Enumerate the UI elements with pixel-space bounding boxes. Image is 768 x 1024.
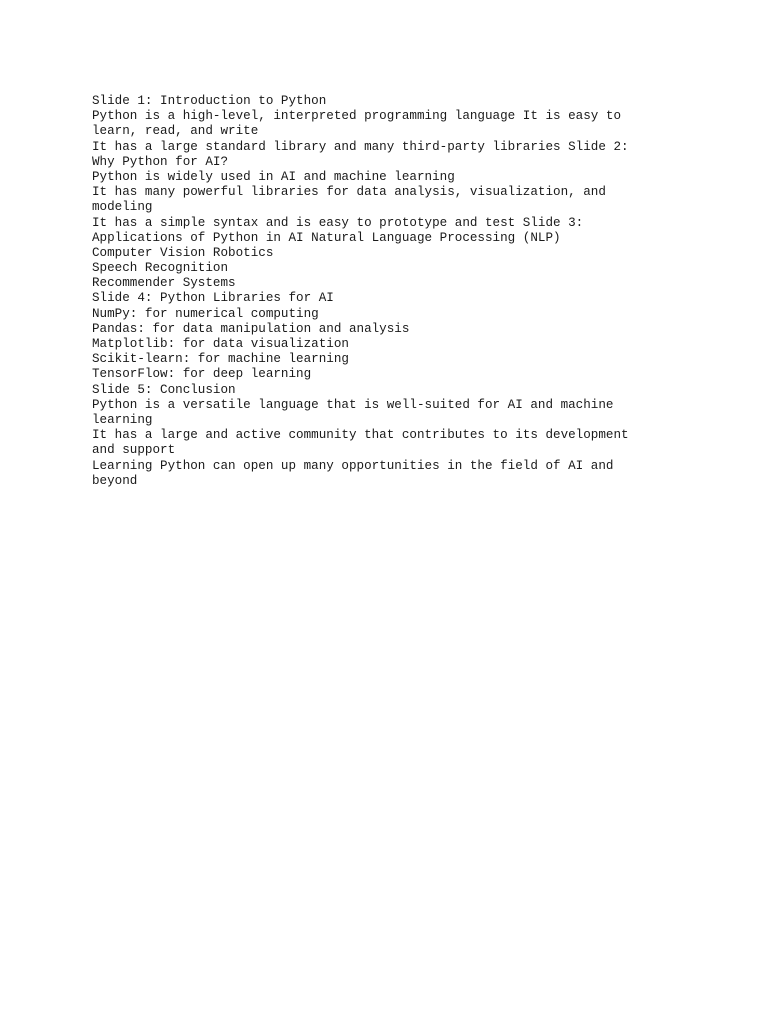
text-line: TensorFlow: for deep learning xyxy=(92,367,312,382)
text-line: Slide 1: Introduction to Python xyxy=(92,94,327,108)
text-line: It has a large standard library and many third-party libraries Slide 2: xyxy=(92,139,629,154)
text-line: It has many powerful libraries for data analysis, visualization, and xyxy=(92,185,606,200)
text-line: Slide 4: Python Libraries for AI xyxy=(92,291,334,306)
text-line: modeling xyxy=(92,200,153,215)
text-line: learning xyxy=(92,412,153,427)
text-line: Why Python for AI? xyxy=(92,154,229,169)
text-line: Learning Python can open up many opportunities in the field of AI and xyxy=(92,458,614,473)
document-page xyxy=(92,94,652,489)
text-line: and support xyxy=(92,443,176,458)
text-line: NumPy: for numerical computing xyxy=(92,306,319,321)
text-line: Python is a versatile language that is well-suited for AI and machine xyxy=(92,397,614,412)
text-line: Matplotlib: for data visualization xyxy=(92,337,349,351)
text-line: Computer Vision Robotics xyxy=(92,245,274,260)
text-line: learn, read, and write xyxy=(92,124,259,139)
text-line: Slide 5: Conclusion xyxy=(92,382,236,397)
text-line: Applications of Python in AI Natural Language Processing (NLP) xyxy=(92,230,561,245)
text-line: Recommender Systems xyxy=(92,276,236,291)
text-line: Python is widely used in AI and machine learning xyxy=(92,169,455,184)
text-line: It has a simple syntax and is easy to prototype and test Slide 3: xyxy=(92,215,584,230)
text-line: beyond xyxy=(92,473,138,488)
text-line: It has a large and active community that contributes to its development xyxy=(92,428,629,443)
text-line: Python is a high-level, interpreted programming language It is easy to xyxy=(92,109,622,124)
text-line: Scikit-learn: for machine learning xyxy=(92,352,349,367)
text-line: Speech Recognition xyxy=(92,261,229,276)
text-line: Pandas: for data manipulation and analysis xyxy=(92,321,410,336)
